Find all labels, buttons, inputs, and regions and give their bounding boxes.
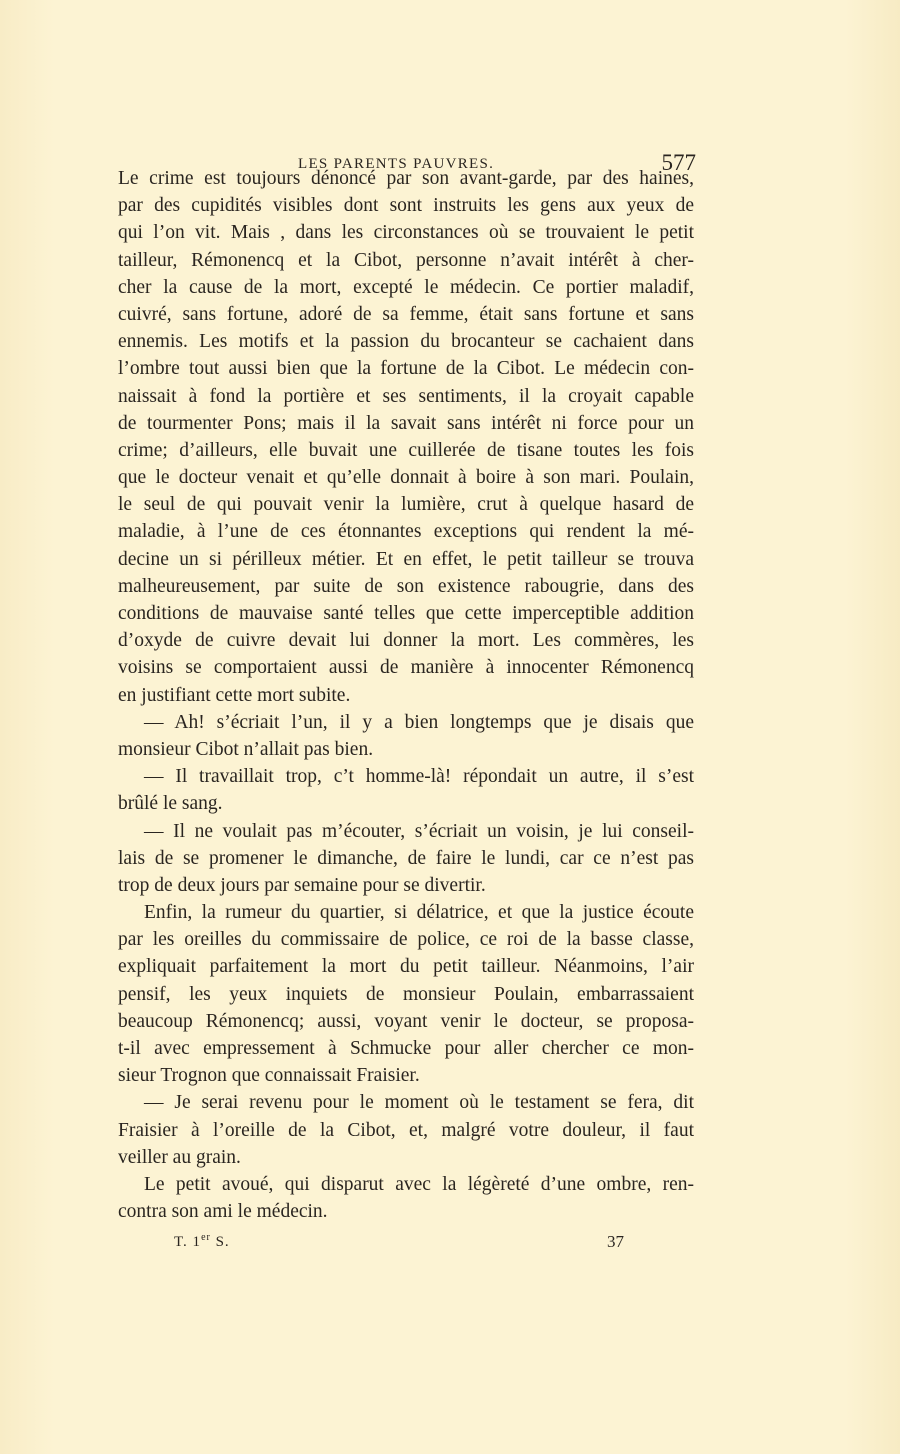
text-line: pensif, les yeux inquiets de monsieur Poulain, embarrassaient [118, 983, 694, 1005]
text-line: cher la cause de la mort, excepté le médecin. Ce portier maladif, [118, 276, 694, 298]
paragraph [118, 899, 694, 1089]
text-line: trop de deux jours par semaine pour se divertir. [118, 874, 486, 896]
text-line: monsieur Cibot n’allait pas bien. [118, 738, 374, 760]
body-text [118, 165, 694, 1225]
text-line: malheureusement, par suite de son existence rabougrie, dans des [118, 575, 694, 597]
running-title: LES PARENTS PAUVRES. [298, 156, 495, 172]
text-line: Fraisier à l’oreille de la Cibot, et, malgré votre douleur, il faut [118, 1119, 694, 1141]
text-line: par des cupidités visibles dont sont instruits les gens aux yeux de [118, 195, 694, 217]
text-line: t-il avec empressement à Schmucke pour aller chercher ce mon- [118, 1038, 694, 1059]
text-line: conditions de mauvaise santé telles que cette imperceptible addition [118, 603, 694, 624]
signature-mark [174, 1232, 230, 1251]
paragraph [118, 1089, 694, 1171]
text-line: tailleur, Rémonencq et la Cibot, personne n’avait intérêt à cher- [118, 249, 694, 271]
text-line: beaucoup Rémonencq; aussi, voyant venir le docteur, se proposa- [118, 1010, 694, 1032]
paragraph [118, 165, 694, 709]
text-line: brûlé le sang. [118, 793, 223, 815]
paragraph [118, 818, 694, 900]
signature-prefix: T. 1 [174, 1234, 202, 1250]
text-line: — Ah! s’écriait l’un, il y a bien longtemps que je disais que [144, 711, 694, 733]
text-line: naissait à fond la portière et ses sentiments, il la croyait capable [118, 385, 694, 407]
paragraph [118, 1171, 694, 1225]
text-line: lais de se promener le dimanche, de faire le lundi, car ce n’est pas [118, 847, 694, 869]
text-line: qui l’on vit. Mais , dans les circonstances où se trouvaient le petit [118, 222, 694, 244]
text-line: sieur Trognon que connaissait Fraisier. [118, 1065, 420, 1087]
signature-suffix: S. [210, 1234, 230, 1250]
text-line: Le petit avoué, qui disparut avec la légèreté d’une ombre, ren- [144, 1173, 694, 1195]
signature-sup: er [201, 1232, 211, 1243]
text-line: voisins se comportaient aussi de manière à innocenter Rémonencq [118, 657, 694, 679]
text-line: Le crime est toujours dénoncé par son avant-garde, par des haines, [118, 168, 694, 189]
paragraph [118, 709, 694, 763]
text-line: expliquait parfaitement la mort du petit tailleur. Néanmoins, l’air [118, 956, 694, 978]
text-line: decine un si périlleux métier. Et en effet, le petit tailleur se trouva [118, 548, 694, 570]
text-line: — Il travaillait trop, c’t homme-là! répondait un autre, il s’est [144, 766, 694, 788]
text-line: — Il ne voulait pas m’écouter, s’écriait un voisin, je lui conseil- [144, 820, 694, 842]
text-line: l’ombre tout aussi bien que la fortune de la Cibot. Le médecin con- [118, 358, 694, 380]
text-line: veiller au grain. [118, 1146, 241, 1168]
text-line: le seul de qui pouvait venir la lumière, crut à quelque hasard de [118, 494, 694, 516]
text-line: — Je serai revenu pour le moment où le testament se fera, dit [144, 1092, 694, 1114]
text-line: par les oreilles du commissaire de police, ce roi de la basse classe, [118, 929, 694, 951]
text-line: ennemis. Les motifs et la passion du brocanteur se cachaient dans [118, 331, 694, 353]
sheet-number: 37 [607, 1232, 624, 1251]
paragraph [118, 763, 694, 817]
page-number: 577 [661, 150, 696, 175]
text-line: d’oxyde de cuivre devait lui donner la mort. Les commères, les [118, 630, 694, 652]
text-line: de tourmenter Pons; mais il la savait sans intérêt ni force pour un [118, 412, 694, 434]
text-line: contra son ami le médecin. [118, 1201, 328, 1223]
text-line: en justifiant cette mort subite. [118, 684, 351, 706]
text-line: que le docteur venait et qu’elle donnait à boire à son mari. Poulain, [118, 467, 694, 489]
text-line: Enfin, la rumeur du quartier, si délatrice, et que la justice écoute [144, 902, 694, 924]
text-line: cuivré, sans fortune, adoré de sa femme, était sans fortune et sans [118, 303, 694, 325]
text-line: maladie, à l’une de ces étonnantes exceptions qui rendent la mé- [118, 521, 694, 543]
text-line: crime; d’ailleurs, elle buvait une cuillerée de tisane toutes les fois [118, 439, 694, 461]
